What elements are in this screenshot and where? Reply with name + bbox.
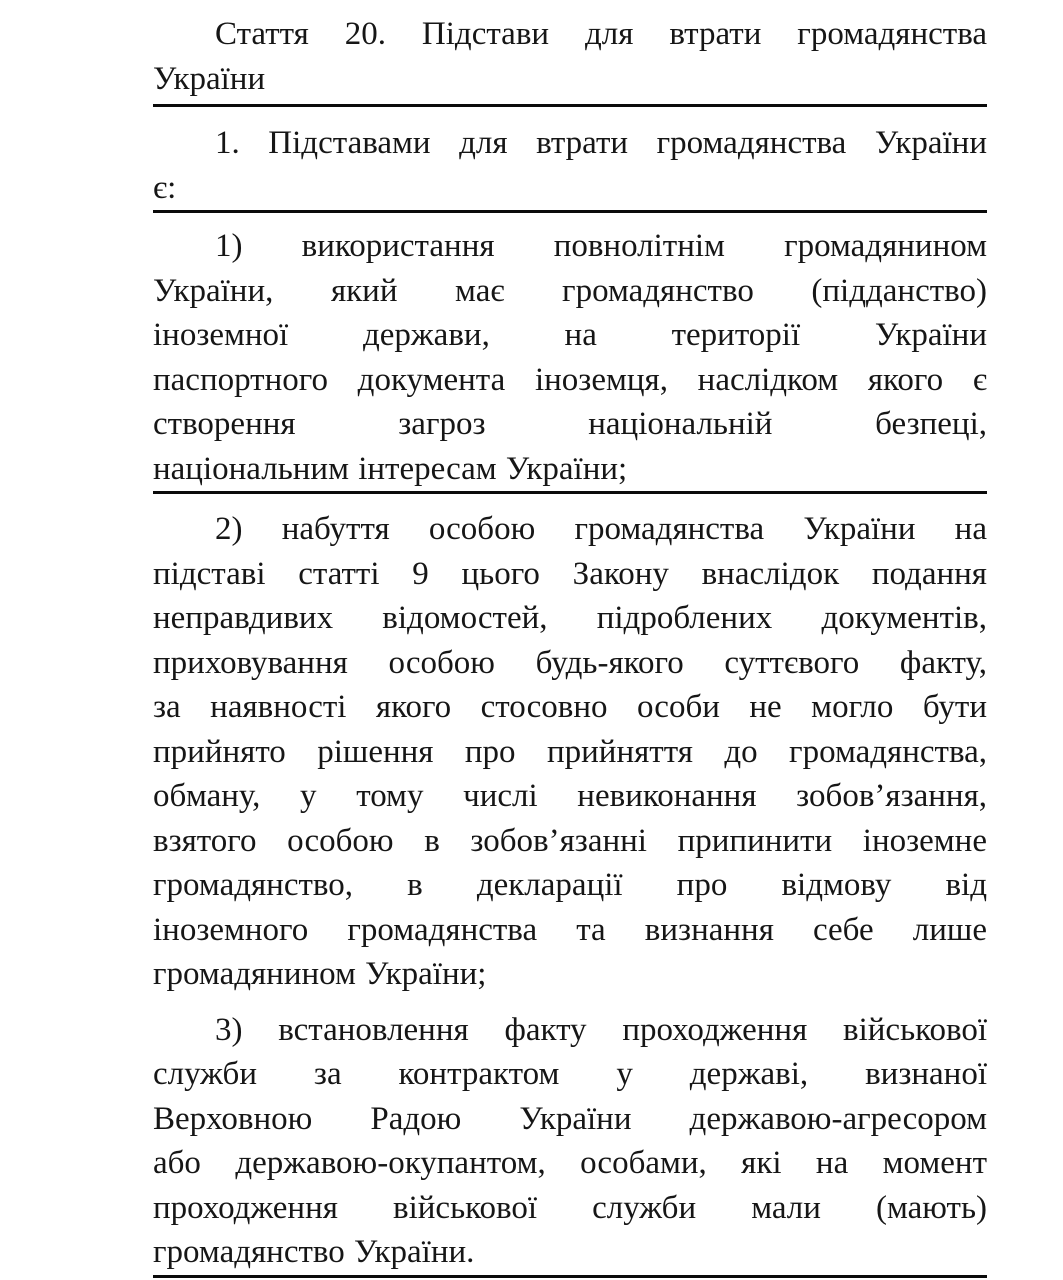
text-line: приховування особою будь-якого суттєвого факту, [153, 644, 987, 681]
text-line: підставі статті 9 цього Закону внаслідок подання [153, 555, 987, 592]
text-line: громадянство України. [153, 1234, 475, 1270]
text-line: створення загроз національній безпеці, [153, 406, 987, 442]
text-line: України [153, 60, 266, 97]
text-line: Стаття 20. Підстави для втрати громадянства [215, 16, 987, 52]
paragraph-article-heading [153, 12, 987, 107]
text-line: громадянство, в декларації про відмову від [153, 867, 987, 903]
text-line: громадянином України; [153, 956, 487, 992]
text-line: обману, у тому числі невиконання зобов’язання, [153, 778, 987, 814]
paragraph-clause-2 [153, 507, 987, 997]
text-line: 2) набуття особою громадянства України на [215, 511, 987, 547]
paragraph-intro [153, 121, 987, 213]
text-line: неправдивих відомостей, підроблених документів, [153, 600, 987, 636]
text-line: України, який має громадянство (підданство) [153, 272, 987, 309]
text-line: проходження військової служби мали (мають) [153, 1189, 987, 1226]
text-line: або державою-окупантом, особами, які на момент [153, 1145, 987, 1181]
text-line: служби за контрактом у державі, визнаної [153, 1056, 987, 1092]
paragraph-clause-1 [153, 224, 987, 494]
text-line: 1) використання повнолітнім громадянином [215, 228, 987, 264]
text-line: прийнято рішення про прийняття до громадянства, [153, 733, 987, 770]
text-line: 1. Підставами для втрати громадянства України [215, 125, 987, 161]
text-line: іноземного громадянства та визнання себе лише [153, 911, 987, 948]
text-line: національним інтересам України; [153, 450, 628, 487]
text-line: 3) встановлення факту проходження військової [215, 1011, 987, 1048]
text-line: є: [153, 169, 177, 206]
text-line: паспортного документа іноземця, наслідком якого є [153, 361, 987, 398]
text-line: Верховною Радою України державою-агресором [153, 1100, 987, 1137]
text-line: іноземної держави, на території України [153, 317, 987, 353]
text-line: за наявності якого стосовно особи не могло бути [153, 689, 987, 725]
text-line: взятого особою в зобов’язанні припинити іноземне [153, 822, 987, 859]
paragraph-clause-3 [153, 1008, 987, 1278]
